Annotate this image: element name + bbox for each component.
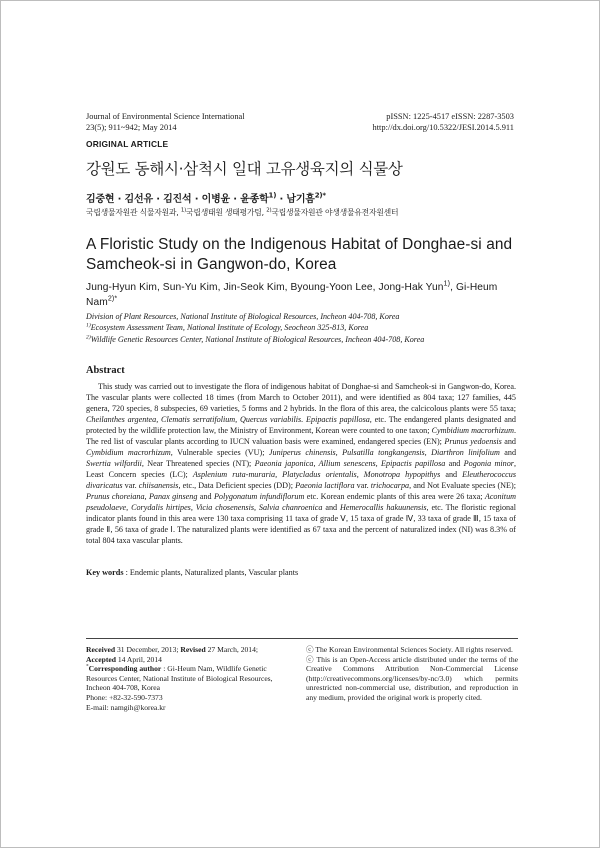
abstract-text: , and Not Evaluate species (NE); xyxy=(409,481,516,490)
english-authors-sup: 1) xyxy=(443,279,451,288)
species-name: Paeonia lactiflora xyxy=(295,481,355,490)
abstract-text: and xyxy=(501,437,516,446)
corresponding-author xyxy=(86,664,294,693)
abstract-body xyxy=(86,381,516,546)
species-name: Hemerocallis hakuunensis xyxy=(339,503,427,512)
korean-affiliations xyxy=(86,207,398,218)
accepted-date: 14 April, 2014 xyxy=(115,654,162,664)
species-name: Aconitum pseudolaeve, Corydalis hirtipes, Vicia chosenensis, Salvia chanroenica xyxy=(86,492,516,512)
dates-line-1 xyxy=(86,645,294,655)
species-name: Cymbidium macrorhizum xyxy=(86,448,171,457)
korean-aff-sup-2: 2) xyxy=(266,207,272,214)
article-type: ORIGINAL ARTICLE xyxy=(86,139,169,149)
keywords-label: Key words xyxy=(86,568,124,577)
footer-left xyxy=(86,645,294,712)
species-name: Cymbidium macrorhizum xyxy=(431,426,514,435)
journal-header-left xyxy=(86,111,245,133)
license-text: ⓒ This is an Open-Access article distributed under the terms of the Creative Commons Attribution Non-Commercial License (http://creativecommons.org/licenses/by-nc/3.0) which permits unrestricted non-commercial use, distribution, and reproduction in any medium, provided the original work is properly cited. xyxy=(306,654,518,702)
keywords-text: : Endemic plants, Naturalized plants, Vascular plants xyxy=(123,568,299,577)
abstract-text: and xyxy=(322,503,340,512)
korean-title: 강원도 동해시·삼척시 일대 고유생육지의 식물상 xyxy=(86,160,403,178)
abstract-text: and xyxy=(499,448,517,457)
species-name: Asplenium ruta-muraria, Platycladus orientalis, Monotropa hypopithys xyxy=(192,470,441,479)
footer-right xyxy=(306,645,518,703)
korean-authors xyxy=(86,190,326,205)
revised-label: Revised xyxy=(180,645,206,654)
english-affiliations xyxy=(86,311,424,345)
corresponding-label: Corresponding author xyxy=(88,664,162,674)
revised-date: 27 March, 2014; xyxy=(205,645,259,654)
species-name: Polygonatum infundiflorum xyxy=(213,492,305,501)
abstract-text: This study was carried out to investigate the flora of indigenous habitat of Donghae-si and Samcheok-si in Gangwon-do, Korea. The vascular plants were collected 18 times (from March to October 2011), and were identified as 804 taxa; 127 families, 445 genera, 720 species, 8 subspecies, 69 varieties, 5 forms and 2 hybrids. In the flora of this area, the calcicolous plants were 55 taxa; xyxy=(86,382,516,413)
abstract-text: and xyxy=(440,470,463,479)
english-aff-line-3 xyxy=(86,334,424,345)
species-name: Paeonia japonica, Allium senescens, Epipactis papillosa xyxy=(254,459,446,468)
journal-header-right xyxy=(373,111,514,133)
english-aff-1: Division of Plant Resources, National Institute of Biological Resources, Incheon 404-708, Korea xyxy=(86,312,400,321)
species-name: Juniperus chinensis, Pulsatilla tongkangensis, Diarthron linifolium xyxy=(268,448,500,457)
corresponding-sup: * xyxy=(86,663,89,670)
abstract-text: , Vulnerable species (VU); xyxy=(170,448,269,457)
abstract-text: etc. The endangered plants designated and protected by the wildlife protection law, the Ministry of Environment, Korean were counted to one taxon; xyxy=(86,415,516,435)
abstract-text: and xyxy=(445,459,464,468)
english-aff-line-2 xyxy=(86,322,424,333)
abstract-text: , etc., Data Deficient species (DD); xyxy=(178,481,296,490)
english-authors-mid: , Gi-Heum Nam xyxy=(86,282,498,308)
english-aff-2: Ecosystem Assessment Team, National Institute of Ecology, Seocheon 325-813, Korea xyxy=(90,323,369,333)
received-label: Received xyxy=(86,645,116,654)
abstract-text: , Near Threatened species (NT); xyxy=(141,459,255,468)
korean-authors-tail: · 남기흠 xyxy=(276,194,315,205)
journal-issn: pISSN: 1225-4517 eISSN: 2287-3503 xyxy=(386,112,514,121)
korean-authors-tail-sup: 2)* xyxy=(314,191,326,200)
english-title: A Floristic Study on the Indigenous Habitat of Donghae-si and Samcheok-si in Gangwon-do, Korea xyxy=(86,236,513,273)
abstract-text: , Least Concern species (LC); xyxy=(86,459,516,479)
korean-aff-2: 국립생태원 생태평가팀, xyxy=(186,208,267,217)
korean-aff-3: 국립생물자원관 야생생물유전자원센터 xyxy=(271,208,399,217)
keywords xyxy=(86,568,298,577)
corresponding-text: : Gi-Heum Nam, Wildlife Genetic Resources Center, National Institute of Biological Resources, Incheon 404-708, Korea xyxy=(86,664,273,693)
email[interactable]: E-mail: namgih@korea.kr xyxy=(86,702,166,712)
species-name: Prunus yedoensis xyxy=(444,437,502,446)
copyright-line: ⓒ The Korean Environmental Sciences Society. All rights reserved. xyxy=(306,645,513,654)
english-authors-names: Jung-Hyun Kim, Sun-Yu Kim, Jin-Seok Kim, Byoung-Yoon Lee, Jong-Hak Yun xyxy=(86,282,444,293)
received-date: 31 December, 2013; xyxy=(115,645,181,654)
journal-name: Journal of Environmental Science International xyxy=(86,112,245,121)
journal-doi[interactable]: http://dx.doi.org/10.5322/JESI.2014.5.911 xyxy=(372,123,514,132)
species-name: Swertia wilfordii xyxy=(86,459,142,468)
species-name: Prunus choreiana, Panax ginseng xyxy=(86,492,198,501)
english-aff-sup-2: 1) xyxy=(86,322,91,329)
korean-aff-sup-1: 1) xyxy=(180,207,187,214)
dates-line-2 xyxy=(86,655,294,665)
species-name: Cheilanthes argentea, Clematis serratifolium, Quercus variabilis. Epipactis papillosa, xyxy=(86,415,372,424)
english-authors xyxy=(86,281,516,310)
abstract-heading: Abstract xyxy=(86,365,125,376)
footer-divider xyxy=(86,638,518,639)
abstract-text: var. xyxy=(122,481,139,490)
korean-authors-names: 김중현 · 김선유 · 김진석 · 이병윤 · 윤종학 xyxy=(86,194,269,205)
species-name: chiisanensis xyxy=(138,481,179,490)
abstract-text: . The red list of vascular plants according to IUCN valuation basis were examined, endangered species (EN); xyxy=(86,426,516,446)
accepted-label: Accepted xyxy=(86,654,116,664)
abstract-text: etc. Korean endemic plants of this area were 26 taxa; xyxy=(304,492,485,501)
phone: Phone: +82-32-590-7373 xyxy=(86,692,163,702)
abstract-text: , etc. The floristic regional indicator plants found in this area were 130 taxa comprising 11 taxa of grade Ⅴ, 15 taxa of grade Ⅳ, 33 taxa of grade Ⅲ, 15 taxa of grade Ⅱ, 56 taxa of grade Ⅰ. The naturalized plants were identified as 67 taxa and the percent of naturalized index (NI) was 8.3% of total 804 taxa vascular plants. xyxy=(86,503,516,545)
english-aff-3: Wildlife Genetic Resources Center, National Institute of Biological Resources, Incheon 404-708, Korea xyxy=(90,334,425,344)
abstract-text: var. xyxy=(354,481,371,490)
english-aff-sup-3: 2) xyxy=(86,333,91,340)
english-authors-tail-sup: 2)* xyxy=(107,294,118,303)
journal-issue: 23(5); 911~942; May 2014 xyxy=(86,123,177,132)
korean-aff-1: 국립생물자원관 식물자원과, xyxy=(86,208,181,217)
species-name: Pogonia minor xyxy=(463,459,514,468)
korean-authors-sup: 1) xyxy=(268,191,277,200)
species-name: trichocarpa xyxy=(370,481,410,490)
species-name: Eleutherococcus divaricatus xyxy=(86,470,516,490)
abstract-text: and xyxy=(197,492,214,501)
